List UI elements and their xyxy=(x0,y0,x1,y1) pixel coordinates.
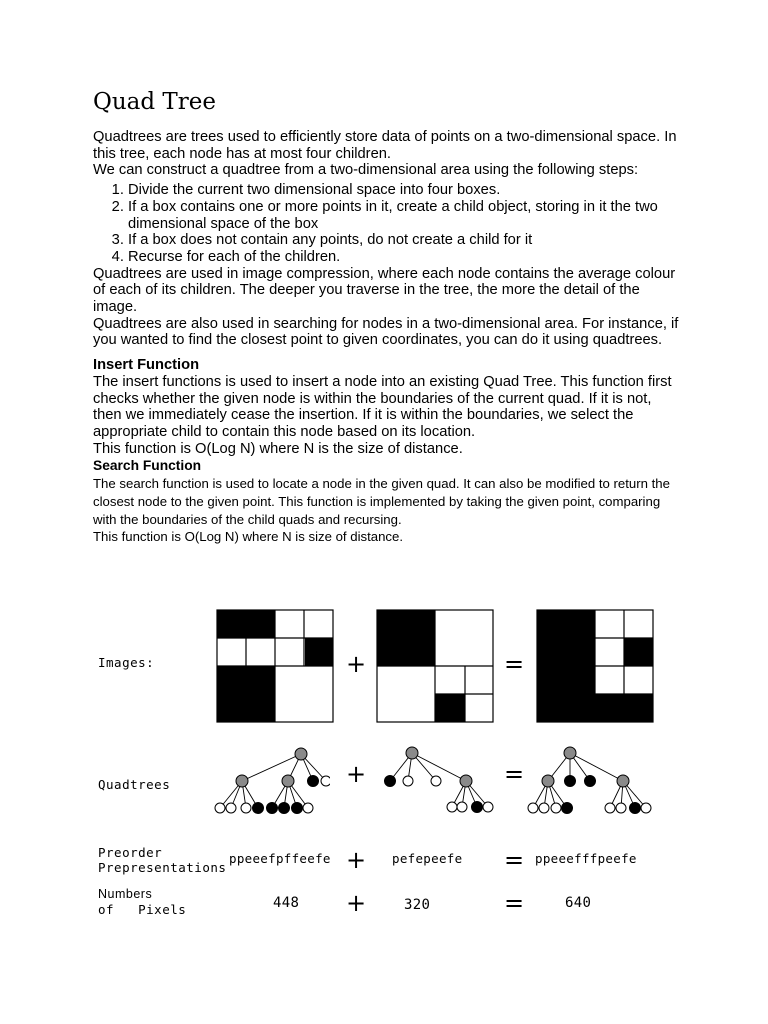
quadtree-figure xyxy=(0,590,768,930)
equals-sign: = xyxy=(504,760,525,788)
quadtree-diagram-3 xyxy=(525,745,655,815)
pixels-label-line1: Numbers xyxy=(98,887,153,901)
plus-sign: + xyxy=(346,760,367,788)
quadtree-image-1 xyxy=(216,609,334,723)
step-item: 3. If a box does not contain any points, do not create a child for it xyxy=(128,232,683,249)
quadtree-image-3 xyxy=(536,609,654,723)
insert-complexity: This function is O(Log N) where N is the size of distance. xyxy=(93,440,463,457)
plus-sign: + xyxy=(346,889,367,917)
page-title: Quad Tree xyxy=(93,89,216,115)
preorder-string-3: ppeeefffpeefe xyxy=(535,851,637,866)
search-text: The search function is used to locate a node in the given quad. It can also be modified to return the closest node to the given point. This function is implemented by taking the given point, comparing with the boundaries of the child quads and recursing. xyxy=(93,475,670,527)
intro-paragraph-2: We can construct a quadtree from a two-dimensional area using the following steps: xyxy=(93,162,639,179)
step-item: 4. Recurse for each of the children. xyxy=(128,249,683,266)
step-item: 2. If a box contains one or more points in it, create a child object, storing in it the two dimensional space of the box xyxy=(128,199,683,232)
compression-paragraph: Quadtrees are used in image compression, where each node contains the average colour of each of its children. The deeper you traverse in the tree, the more the detail of the image. xyxy=(93,265,676,316)
equals-sign: = xyxy=(504,846,525,874)
plus-sign: + xyxy=(346,650,367,678)
plus-sign: + xyxy=(346,846,367,874)
pixels-label-line2: of Pixels xyxy=(98,902,187,917)
equals-sign: = xyxy=(504,650,525,678)
pixel-count-1: 448 xyxy=(273,895,300,911)
preorder-string-2: pefepeefe xyxy=(392,851,463,866)
quadtree-diagram-1 xyxy=(210,745,330,815)
steps-list xyxy=(93,182,683,266)
quadtrees-label: Quadtrees xyxy=(98,777,171,792)
searching-paragraph: Quadtrees are also used in searching for nodes in a two-dimensional area. For instance, if you wanted to find the closest point to given coordinates, you can do it using quadtrees. xyxy=(93,315,679,349)
document-body xyxy=(93,129,683,545)
search-heading: Search Function xyxy=(93,458,202,474)
insert-text: The insert functions is used to insert a node into an existing Quad Tree. This function first checks whether the given node is within the boundaries of the current quad. If it is not, then we immediately cease the insertion. If it is within the boundaries, we select the appropriate child to contain this node based on its location. xyxy=(93,373,672,440)
quadtree-diagram-2 xyxy=(380,745,500,815)
search-complexity: This function is O(Log N) where N is size of distance. xyxy=(93,528,404,544)
quadtree-image-2 xyxy=(376,609,494,723)
equals-sign: = xyxy=(504,889,525,917)
preorder-label-line2: Prepresentations xyxy=(98,860,227,875)
intro-paragraph-1: Quadtrees are trees used to efficiently store data of points on a two-dimensional space. In this tree, each node has at most four children. xyxy=(93,129,677,162)
preorder-string-1: ppeeefpffeefe xyxy=(229,851,331,866)
preorder-label-line1: Preorder xyxy=(98,845,163,860)
pixel-count-2: 320 xyxy=(404,897,431,913)
step-item: 1. Divide the current two dimensional space into four boxes. xyxy=(128,182,683,199)
insert-heading: Insert Function xyxy=(93,357,200,374)
pixel-count-3: 640 xyxy=(565,895,592,911)
images-label: Images: xyxy=(98,655,155,670)
